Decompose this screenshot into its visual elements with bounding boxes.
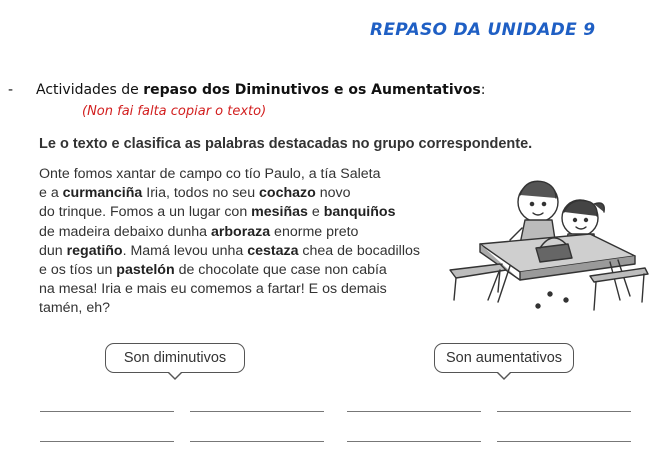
passage-line (39, 242, 479, 261)
passage-line (39, 299, 479, 318)
passage-text: novo (315, 185, 351, 202)
highlighted-word: arboraza (210, 223, 271, 240)
passage-text: e a (39, 185, 63, 202)
answer-line[interactable] (190, 411, 324, 412)
exercise-instruction: Le o texto e clasifica as palabras destacadas no grupo correspondente. (39, 136, 533, 152)
highlighted-word: cochazo (259, 185, 316, 202)
answer-line[interactable] (497, 411, 631, 412)
passage-text: e os tíos un (39, 262, 117, 279)
passage-text: enorme preto (270, 223, 359, 240)
reading-passage (39, 165, 479, 319)
passage-text: na mesa! Iria e mais eu comemos a fartar! E os demais (39, 281, 387, 298)
answer-line[interactable] (347, 411, 481, 412)
passage-line (39, 203, 479, 222)
bullet-dash: - (8, 82, 14, 98)
passage-text: . Mamá levou unha (122, 242, 248, 259)
passage-line (39, 165, 479, 184)
activity-heading (8, 82, 485, 98)
category-diminutives-label: Son diminutivos (105, 343, 245, 373)
passage-line (39, 184, 479, 203)
activity-topic: repaso dos Diminutivos e os Aumentativos (143, 82, 481, 98)
activity-note: (Non fai falta copiar o texto) (82, 104, 267, 119)
passage-text: chea de bocadillos (298, 242, 420, 259)
highlighted-word: curmanciña (62, 185, 143, 202)
passage-text: do trinque. Fomos a un lugar con (39, 204, 252, 221)
activity-suffix: : (480, 82, 486, 98)
answer-line[interactable] (497, 441, 631, 442)
passage-text: de madeira debaixo dunha (39, 223, 211, 240)
passage-line (39, 223, 479, 242)
category-augmentatives-label: Son aumentativos (434, 343, 574, 373)
highlighted-word: cestaza (247, 242, 299, 259)
answer-line[interactable] (190, 441, 324, 442)
answer-line[interactable] (347, 441, 481, 442)
answer-line[interactable] (40, 441, 174, 442)
picnic-illustration-icon (440, 160, 650, 320)
passage-text: dun (39, 242, 67, 259)
passage-text: tamén, eh? (39, 300, 110, 317)
passage-text: e (307, 204, 324, 221)
activity-prefix: Actividades de (36, 82, 144, 98)
passage-text: Onte fomos xantar de campo co tío Paulo, a tía Saleta (39, 166, 381, 182)
highlighted-word: banquiños (323, 204, 396, 221)
highlighted-word: regatiño (66, 242, 123, 259)
highlighted-word: pastelón (116, 262, 175, 279)
passage-line (39, 280, 479, 299)
passage-text: Iria, todos no seu (142, 185, 260, 202)
passage-line (39, 261, 479, 280)
page-title: REPASO DA UNIDADE 9 (370, 20, 596, 40)
passage-text: de chocolate que case non cabía (174, 262, 387, 279)
answer-line[interactable] (40, 411, 174, 412)
highlighted-word: mesiñas (251, 204, 308, 221)
